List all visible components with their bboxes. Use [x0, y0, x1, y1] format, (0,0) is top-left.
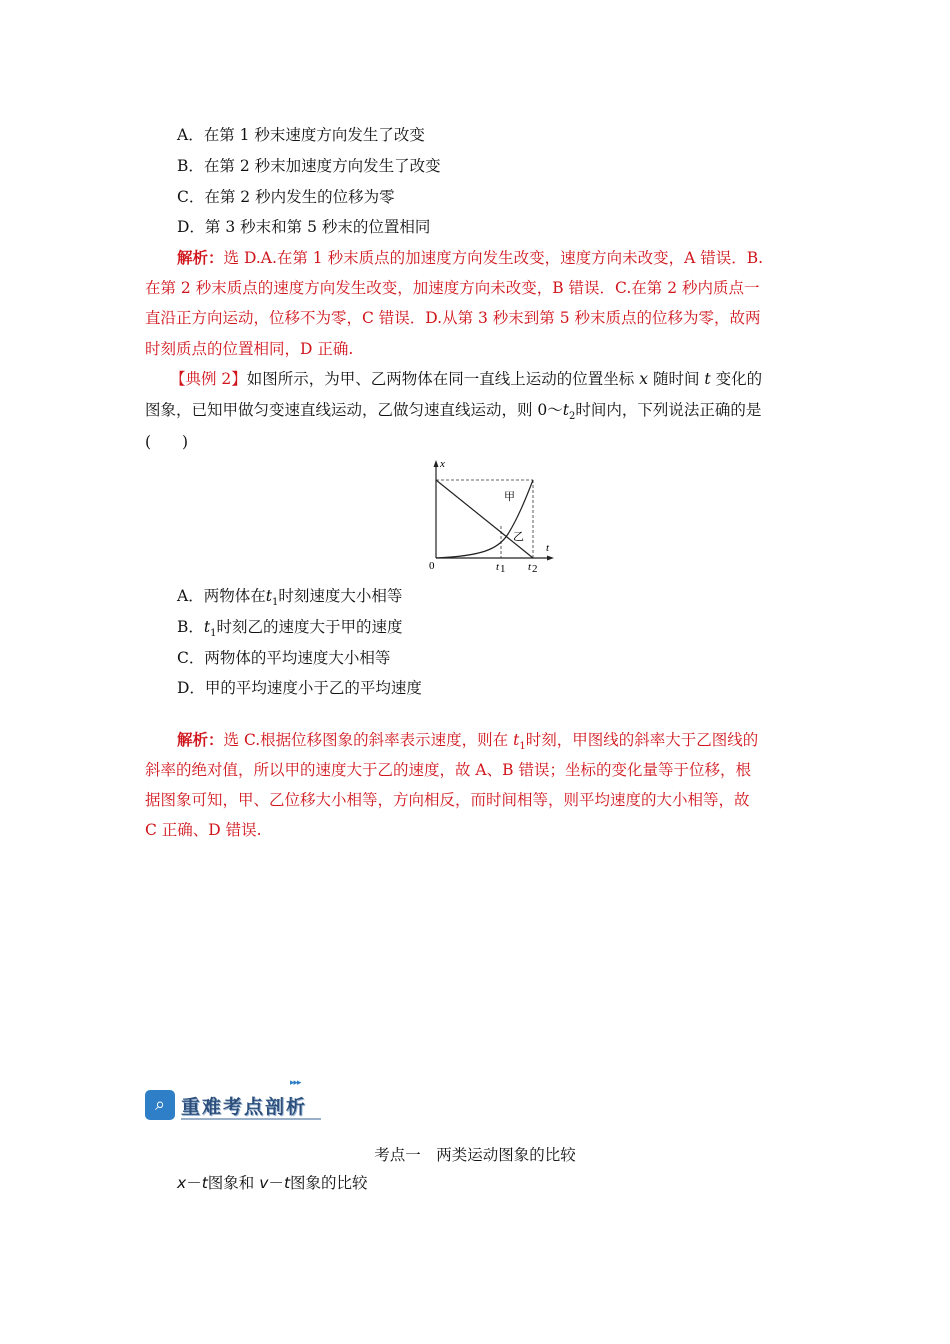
arrows-icon: ▸▸▸	[290, 1078, 301, 1088]
var-x: x	[639, 370, 648, 388]
line-yi	[436, 480, 533, 558]
var-v: v	[259, 1174, 269, 1192]
tick-t1: t	[496, 561, 500, 573]
example-line	[145, 400, 807, 427]
section-heading: 考点一 两类运动图象的比较	[374, 1146, 576, 1164]
option-text: 时刻速度大小相等	[278, 587, 403, 605]
banner-underline	[181, 1118, 321, 1120]
var-t: t	[562, 401, 570, 419]
option-text: 时刻乙的速度大于甲的速度	[216, 618, 403, 636]
option-c: C．两物体的平均速度大小相等	[177, 649, 391, 667]
option-d: D．第 3 秒末和第 5 秒末的位置相同	[177, 218, 431, 236]
tick-t2-sub: 2	[532, 563, 538, 573]
subscript: 1	[210, 628, 217, 640]
answer-label: 解析：	[177, 248, 224, 267]
subheading-text: 图象和	[207, 1174, 255, 1192]
subscript: 2	[569, 411, 576, 423]
search-icon: ⌕	[145, 1090, 175, 1120]
option-c: C．在第 2 秒内发生的位移为零	[177, 188, 395, 206]
example-line	[170, 369, 762, 389]
option-a: A．在第 1 秒末速度方向发生了改变	[177, 126, 425, 144]
answer-text: 时刻，甲图线的斜率大于乙图线的	[525, 731, 759, 749]
var-t: t	[283, 1174, 291, 1192]
example-tag: 【典例 2】	[170, 370, 247, 388]
answer-label: 解析：	[177, 730, 224, 749]
subheading	[177, 1173, 368, 1193]
option-text: B．	[177, 618, 204, 636]
option-d: D．甲的平均速度小于乙的平均速度	[177, 679, 422, 697]
subscript: 1	[271, 597, 279, 609]
option-a	[177, 586, 402, 613]
axis-label-t: t	[546, 542, 550, 554]
example-text: 如图所示，为甲、乙两物体在同一直线上运动的位置坐标	[246, 370, 635, 388]
var-t: t	[704, 370, 711, 388]
example-text: 随时间	[652, 370, 700, 388]
option-text: A．两物体在	[177, 587, 266, 605]
answer-line: C 正确、D 错误.	[145, 821, 262, 839]
answer-blank: ( )	[145, 433, 189, 451]
option-b	[177, 617, 403, 644]
tick-t2: t	[528, 561, 532, 573]
answer-text: 选 C.根据位移图象的斜率表示速度，则在	[223, 731, 509, 749]
tick-t1-sub: 1	[500, 563, 506, 573]
example-text: 变化的	[715, 370, 763, 388]
label-yi: 乙	[513, 531, 524, 543]
banner-title: 重难考点剖析	[181, 1096, 308, 1118]
var-t: t	[513, 731, 520, 749]
dash: －	[186, 1174, 202, 1192]
answer-line: 据图象可知，甲、乙位移大小相等，方向相反，而时间相等，则平均速度的大小相等，故	[145, 791, 750, 809]
example-text: 图象，已知甲做匀变速直线运动，乙做匀速直线运动，则 0～	[145, 401, 563, 419]
example-text: 时间内，下列说法正确的是	[575, 401, 762, 419]
label-jia: 甲	[504, 491, 515, 503]
origin-label: 0	[429, 560, 435, 572]
axis-label-x: x	[440, 458, 445, 470]
var-t: t	[203, 618, 211, 636]
answer-line: 斜率的绝对值，所以甲的速度大于乙的速度，故 A、B 错误；坐标的变化量等于位移，根	[145, 761, 751, 779]
y-axis-arrow	[434, 460, 439, 467]
x-axis-arrow	[547, 556, 554, 561]
var-t: t	[201, 1174, 208, 1192]
answer-text: 选 D.A.在第 1 秒末质点的加速度方向发生改变，速度方向未改变，A 错误．B.	[223, 249, 764, 267]
dash: －	[268, 1174, 284, 1192]
answer-line: 直沿正方向运动，位移不为零，C 错误．D.从第 3 秒末到第 5 秒末质点的位移为零，故两	[145, 309, 761, 327]
answer-line	[177, 248, 763, 268]
answer-line	[177, 730, 758, 757]
xt-graph	[420, 458, 560, 573]
answer-line: 在第 2 秒末质点的速度方向发生改变，加速度方向未改变，B 错误．C.在第 2 秒内质点一	[145, 279, 760, 297]
subscript: 1	[519, 741, 526, 753]
answer-line: 时刻质点的位置相同，D 正确.	[145, 340, 354, 358]
option-b: B．在第 2 秒末加速度方向发生了改变	[177, 157, 441, 175]
subheading-text: 图象的比较	[290, 1174, 368, 1192]
var-t: t	[265, 587, 272, 605]
var-x: x	[177, 1174, 187, 1192]
